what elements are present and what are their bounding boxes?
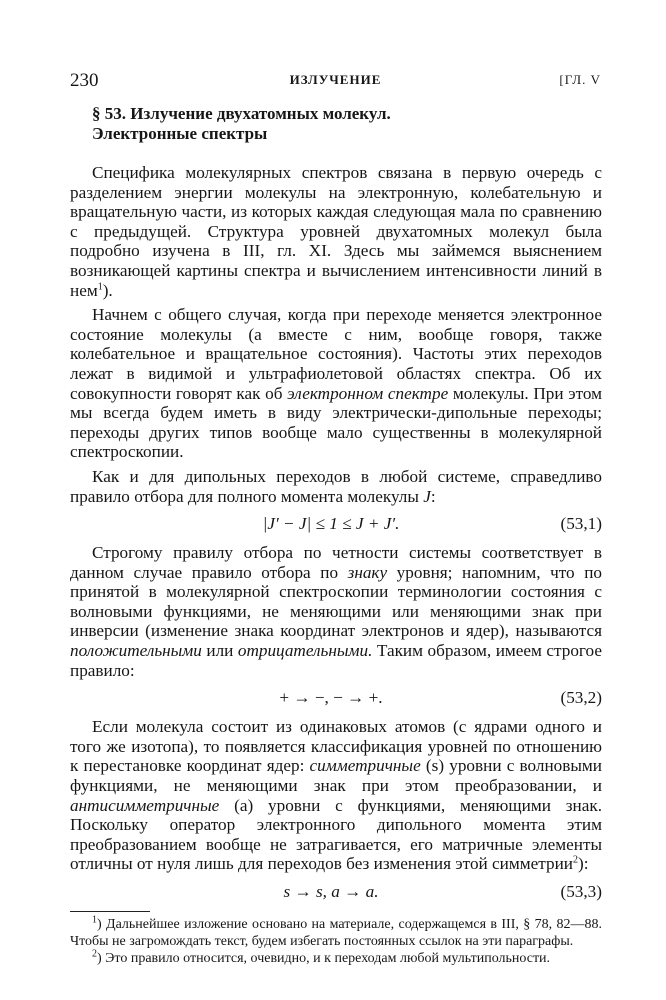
term-sign: знаку	[347, 562, 388, 582]
paragraph-5-text-b: (s) уровни с волновыми функциями, не меняющими знак при этом преобразовании, и	[70, 756, 603, 796]
paragraph-4-text-b: уровня; напомним, что по принятой в молекулярной спектроскопии терминологии состояния с волновыми функциями, не меняющими или меняющими знак при инверсии (изменение знака координат электронов и ядер), называются	[70, 562, 602, 641]
footnote-text: ) Это правило относится, очевидно, и к переходам любой мультипольности.	[97, 951, 551, 966]
footnote-1	[70, 916, 602, 950]
term-negative: отрицательными.	[237, 641, 373, 661]
paragraph-5	[70, 717, 602, 874]
footnote-mark: 2	[92, 948, 97, 960]
footnote-ref-1: 1	[97, 280, 103, 292]
page-header	[70, 70, 601, 94]
variable-j: J	[423, 486, 431, 506]
paragraph-4-text-a: Строгому правилу отбора по четности системы соответствует в данном случае правило отбора по	[70, 543, 602, 582]
equation-53-2	[70, 685, 602, 711]
equation-number: (53,1)	[560, 514, 602, 534]
term-electronic-spectrum: электронном спектре	[287, 383, 449, 403]
paragraph-1-text: Специфика молекулярных спектров связана в первую очередь с разделением энергии молекулы на электронную, колебательную и вращательную части, из которых каждая следующая мала по сравнению с предыдущей. Структура уровней двухатомных молекул была подробно изучена в III, гл. XI. Здесь мы займемся выяснением возникающей картины спектра и вычислением интенсивности линий в нем	[70, 163, 602, 300]
paragraph-1	[70, 163, 602, 300]
footnote-divider	[70, 911, 150, 912]
section-title-line-1: § 53. Излучение двухатомных молекул.	[92, 104, 391, 123]
footnote-text: ) Дальнейшее изложение основано на материале, содержащемся в III, § 78, 82—88. Чтобы не загромождать текст, будем избегать постоянных ссылок на эти параграфы.	[70, 917, 602, 949]
paragraph-1-end: ).	[102, 280, 113, 300]
paragraph-3-end: :	[430, 486, 436, 506]
paragraph-5-text-c: (a) уровни с функциями, меняющими знак. Поскольку оператор электронного дипольного момента этим преобразованием вообще не затрагивается, его матричные элементы отличны от нуля лишь для переходов без изменения этой симметрии	[70, 795, 602, 874]
equation-53-1	[70, 511, 602, 537]
term-antisymmetric: антисимметричные	[70, 795, 220, 815]
term-positive: положительными	[70, 641, 202, 661]
paragraph-4-text-d: Таким образом, имеем строгое правило:	[70, 641, 602, 680]
footnote-mark: 1	[92, 914, 97, 926]
equation-number: (53,2)	[560, 688, 602, 708]
page-body	[70, 104, 602, 967]
paragraph-5-text-a: Если молекула состоит из одинаковых атомов (с ядрами одного и того же изотопа), то появляется классификация уровней по отношению к перестановке координат ядер:	[70, 717, 602, 776]
running-title: ИЗЛУЧЕНИЕ	[289, 72, 382, 87]
equation-53-3	[70, 879, 602, 905]
chapter-label: [ГЛ. V	[559, 72, 601, 87]
page-number: 230	[70, 70, 99, 91]
footnote-2	[70, 950, 602, 967]
equation-expression: + → −, − → +.	[279, 688, 383, 708]
section-title-line-2: Электронные спектры	[92, 124, 268, 143]
paragraph-5-end: ):	[577, 854, 589, 874]
term-symmetric: симметричные	[309, 756, 421, 776]
equation-expression: s → s, a → a.	[283, 882, 379, 902]
section-heading	[92, 104, 602, 144]
equation-number: (53,3)	[560, 882, 602, 902]
paragraph-2	[70, 305, 602, 462]
paragraph-2-text-b: молекулы. При этом мы всегда будем иметь в виду электрически-дипольные переходы; переходы других типов вообще мало существенны в молекулярной спектроскопии.	[70, 383, 603, 462]
paragraph-4-text-c: или	[201, 641, 238, 661]
equation-expression: |J′ − J| ≤ 1 ≤ J + J′.	[262, 514, 400, 534]
paragraph-3	[70, 467, 602, 506]
paragraph-4	[70, 543, 602, 680]
footnote-ref-2: 2	[572, 854, 578, 866]
paragraph-3-text: Как и для дипольных переходов в любой системе, справедливо правило отбора для полного момента молекулы	[70, 466, 602, 506]
paragraph-2-text-a: Начнем с общего случая, когда при переходе меняется электронное состояние молекулы (а вместе с ним, вообще говоря, также колебательное и вращательное состояния). Частоты этих переходов лежат в видимой и ультрафиолетовой областях спектра. Об их совокупности говорят как об	[70, 305, 602, 403]
